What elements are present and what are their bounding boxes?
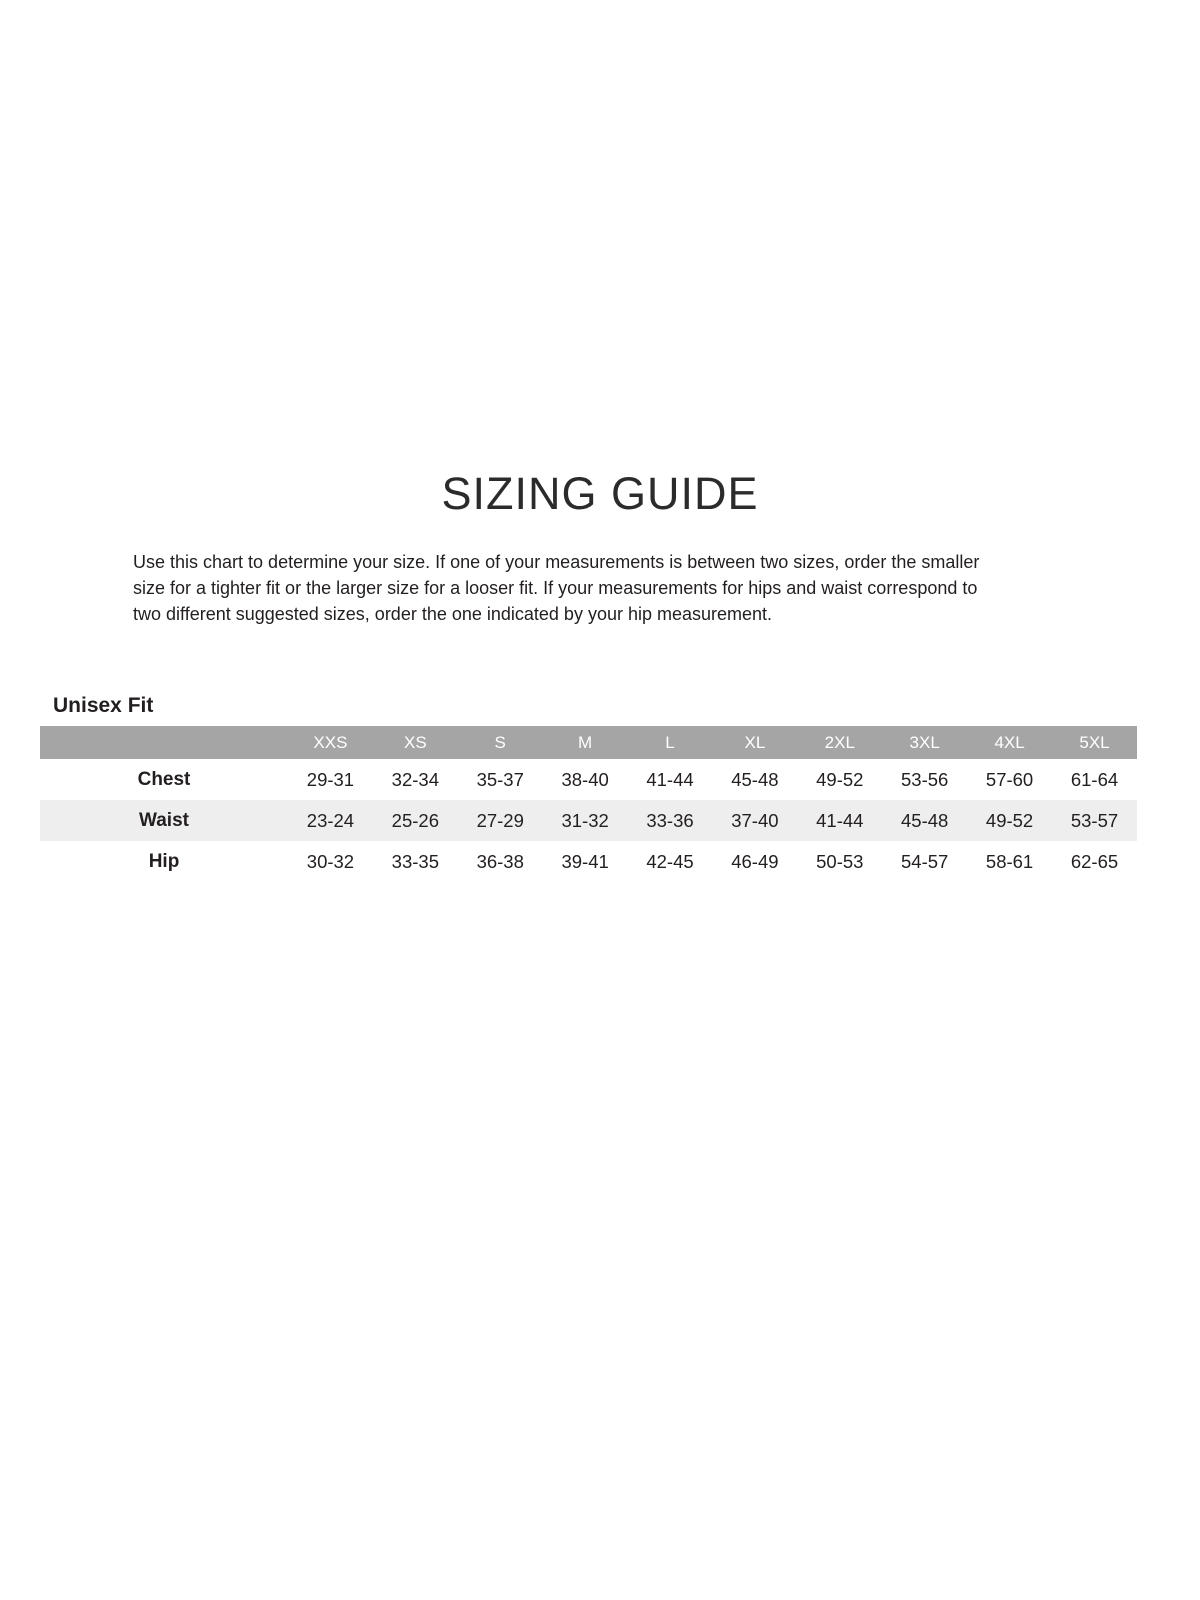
size-range-cell: 50-53 [816, 850, 864, 872]
measurement-row [40, 759, 1137, 800]
size-range-cell: 61-64 [1070, 768, 1119, 790]
size-range-cell: 62-65 [1070, 850, 1119, 872]
size-range-cell: 32-34 [391, 768, 439, 790]
size-table-body [40, 759, 1137, 882]
size-range-cell: 49-52 [816, 768, 864, 790]
size-range-cell: 45-48 [901, 809, 949, 831]
size-table-head [40, 726, 1137, 759]
size-range-cell: 35-37 [476, 768, 524, 790]
intro-line: size for a tighter fit or the larger size for a looser fit. If your measurements for hips and waist correspond to [133, 578, 978, 598]
size-column-header: L [628, 726, 713, 759]
intro-line: Use this chart to determine your size. If one of your measurements is between two sizes, order the smaller [133, 552, 980, 572]
size-column-header: S [458, 726, 543, 759]
row-label: Hip [148, 850, 180, 872]
size-table [40, 726, 1137, 882]
size-column-header: 2XL [797, 726, 882, 759]
size-range-cell: 25-26 [391, 809, 439, 831]
size-range-cell: 27-29 [476, 809, 524, 831]
size-range-cell: 23-24 [306, 809, 355, 831]
size-range-cell: 45-48 [731, 768, 779, 790]
size-range-cell: 33-36 [646, 809, 694, 831]
size-column-header: 4XL [967, 726, 1052, 759]
size-column-header: 3XL [882, 726, 967, 759]
size-column-header: XXS [288, 726, 373, 759]
section-heading-unisex-fit: Unisex Fit [53, 694, 154, 717]
size-range-cell: 49-52 [985, 809, 1034, 831]
size-range-cell: 38-40 [561, 768, 609, 790]
size-range-cell: 53-56 [901, 768, 949, 790]
row-label: Waist [139, 809, 189, 831]
size-range-cell: 57-60 [985, 768, 1034, 790]
size-range-cell: 33-35 [391, 850, 439, 872]
size-column-header: M [543, 726, 628, 759]
size-range-cell: 41-44 [816, 809, 864, 831]
size-range-cell: 42-45 [646, 850, 694, 872]
size-range-cell: 29-31 [306, 768, 355, 790]
size-range-cell: 31-32 [561, 809, 609, 831]
table-corner-cell [40, 726, 288, 759]
size-range-cell: 30-32 [306, 850, 355, 872]
page-title: SIZING GUIDE [441, 468, 759, 519]
intro-paragraph [133, 549, 1073, 627]
size-range-cell: 58-61 [985, 850, 1034, 872]
size-range-cell: 46-49 [731, 850, 779, 872]
size-range-cell: 36-38 [476, 850, 524, 872]
intro-line: two different suggested sizes, order the one indicated by your hip measurement. [133, 604, 773, 624]
size-range-cell: 54-57 [901, 850, 949, 872]
size-column-header: 5XL [1052, 726, 1137, 759]
measurement-row [40, 800, 1137, 841]
size-table-header-row [40, 726, 1137, 759]
size-range-cell: 53-57 [1070, 809, 1119, 831]
size-column-header: XL [712, 726, 797, 759]
size-range-cell: 39-41 [561, 850, 609, 872]
row-label: Chest [137, 768, 191, 790]
measurement-row [40, 841, 1137, 882]
size-range-cell: 37-40 [731, 809, 779, 831]
size-range-cell: 41-44 [646, 768, 694, 790]
size-column-header: XS [373, 726, 458, 759]
